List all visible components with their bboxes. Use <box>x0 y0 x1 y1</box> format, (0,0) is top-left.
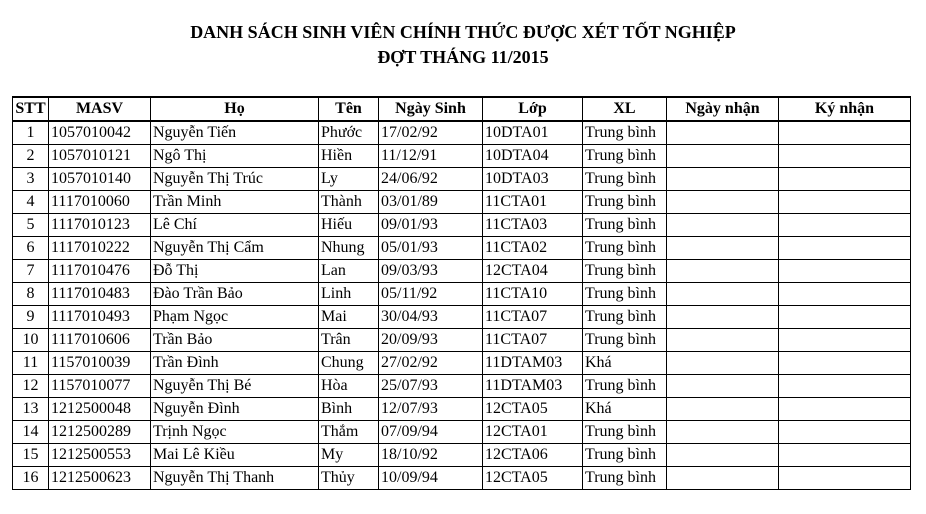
table-row <box>13 444 911 467</box>
cell-ho: Trịnh Ngọc <box>151 421 319 444</box>
cell-lop: 12CTA04 <box>483 260 583 283</box>
cell-ky-nhan <box>779 168 911 191</box>
cell-ten: Thủy <box>319 467 379 490</box>
cell-lop: 12CTA05 <box>483 398 583 421</box>
document-title: DANH SÁCH SINH VIÊN CHÍNH THỨC ĐƯỢC XÉT TỐT NGHIỆP <box>190 22 736 42</box>
document-subtitle: ĐỢT THÁNG 11/2015 <box>377 47 549 67</box>
cell-ngay-sinh: 30/04/93 <box>379 306 483 329</box>
cell-ten: Lan <box>319 260 379 283</box>
cell-xl: Trung bình <box>583 214 667 237</box>
table-row <box>13 398 911 421</box>
cell-ngay-nhan <box>667 375 779 398</box>
cell-ngay-sinh: 11/12/91 <box>379 145 483 168</box>
cell-ho: Lê Chí <box>151 214 319 237</box>
cell-stt: 13 <box>13 398 49 421</box>
table-row <box>13 352 911 375</box>
cell-ky-nhan <box>779 421 911 444</box>
cell-ngay-sinh: 03/01/89 <box>379 191 483 214</box>
cell-stt: 2 <box>13 145 49 168</box>
cell-ky-nhan <box>779 306 911 329</box>
cell-lop: 11CTA01 <box>483 191 583 214</box>
cell-masv: 1212500048 <box>49 398 151 421</box>
cell-ho: Phạm Ngọc <box>151 306 319 329</box>
student-roster-table <box>12 96 911 490</box>
cell-masv: 1117010493 <box>49 306 151 329</box>
cell-ten: Linh <box>319 283 379 306</box>
table-row <box>13 283 911 306</box>
header-stt: STT <box>13 97 49 121</box>
cell-ten: My <box>319 444 379 467</box>
cell-ten: Thành <box>319 191 379 214</box>
cell-masv: 1117010060 <box>49 191 151 214</box>
cell-ngay-nhan <box>667 191 779 214</box>
cell-stt: 1 <box>13 121 49 145</box>
cell-lop: 11CTA07 <box>483 306 583 329</box>
cell-ngay-nhan <box>667 421 779 444</box>
cell-ngay-sinh: 09/03/93 <box>379 260 483 283</box>
cell-ngay-sinh: 07/09/94 <box>379 421 483 444</box>
cell-ho: Mai Lê Kiều <box>151 444 319 467</box>
header-masv: MASV <box>49 97 151 121</box>
cell-ho: Trần Minh <box>151 191 319 214</box>
cell-xl: Khá <box>583 352 667 375</box>
table-row <box>13 145 911 168</box>
cell-stt: 14 <box>13 421 49 444</box>
cell-xl: Trung bình <box>583 145 667 168</box>
header-ky-nhan: Ký nhận <box>779 97 911 121</box>
cell-stt: 6 <box>13 237 49 260</box>
cell-stt: 12 <box>13 375 49 398</box>
cell-ho: Nguyễn Thị Cẩm <box>151 237 319 260</box>
header-ngay-nhan: Ngày nhận <box>667 97 779 121</box>
cell-ten: Mai <box>319 306 379 329</box>
cell-xl: Trung bình <box>583 329 667 352</box>
cell-ho: Đỗ Thị <box>151 260 319 283</box>
cell-ngay-nhan <box>667 260 779 283</box>
cell-ngay-nhan <box>667 283 779 306</box>
cell-stt: 8 <box>13 283 49 306</box>
cell-stt: 11 <box>13 352 49 375</box>
table-row <box>13 237 911 260</box>
cell-ngay-sinh: 05/11/92 <box>379 283 483 306</box>
cell-stt: 16 <box>13 467 49 490</box>
cell-ho: Trần Bảo <box>151 329 319 352</box>
cell-ten: Chung <box>319 352 379 375</box>
header-ngay-sinh: Ngày Sinh <box>379 97 483 121</box>
cell-lop: 12CTA01 <box>483 421 583 444</box>
cell-ho: Trần Đình <box>151 352 319 375</box>
cell-lop: 11DTAM03 <box>483 375 583 398</box>
cell-ngay-nhan <box>667 398 779 421</box>
cell-xl: Trung bình <box>583 306 667 329</box>
cell-ngay-nhan <box>667 306 779 329</box>
cell-ky-nhan <box>779 260 911 283</box>
cell-xl: Trung bình <box>583 444 667 467</box>
cell-ky-nhan <box>779 214 911 237</box>
cell-ky-nhan <box>779 329 911 352</box>
cell-masv: 1212500623 <box>49 467 151 490</box>
cell-lop: 11CTA03 <box>483 214 583 237</box>
cell-masv: 1117010123 <box>49 214 151 237</box>
cell-ngay-nhan <box>667 237 779 260</box>
cell-ho: Ngô Thị <box>151 145 319 168</box>
table-row <box>13 329 911 352</box>
cell-ky-nhan <box>779 283 911 306</box>
cell-ky-nhan <box>779 352 911 375</box>
cell-stt: 15 <box>13 444 49 467</box>
cell-lop: 10DTA03 <box>483 168 583 191</box>
cell-ky-nhan <box>779 444 911 467</box>
cell-stt: 9 <box>13 306 49 329</box>
cell-xl: Trung bình <box>583 421 667 444</box>
cell-ky-nhan <box>779 237 911 260</box>
header-ho: Họ <box>151 97 319 121</box>
cell-ky-nhan <box>779 375 911 398</box>
cell-lop: 12CTA06 <box>483 444 583 467</box>
cell-stt: 3 <box>13 168 49 191</box>
table-row <box>13 306 911 329</box>
cell-masv: 1117010483 <box>49 283 151 306</box>
cell-masv: 1117010222 <box>49 237 151 260</box>
cell-ho: Đào Trần Bảo <box>151 283 319 306</box>
cell-ky-nhan <box>779 467 911 490</box>
cell-masv: 1057010042 <box>49 121 151 145</box>
cell-stt: 10 <box>13 329 49 352</box>
cell-lop: 10DTA01 <box>483 121 583 145</box>
cell-xl: Trung bình <box>583 375 667 398</box>
cell-stt: 4 <box>13 191 49 214</box>
cell-ngay-sinh: 05/01/93 <box>379 237 483 260</box>
cell-ngay-nhan <box>667 444 779 467</box>
cell-ky-nhan <box>779 121 911 145</box>
cell-ngay-sinh: 27/02/92 <box>379 352 483 375</box>
table-row <box>13 421 911 444</box>
cell-ho: Nguyễn Đình <box>151 398 319 421</box>
cell-ten: Hiền <box>319 145 379 168</box>
cell-ngay-nhan <box>667 214 779 237</box>
cell-ho: Nguyễn Thị Bé <box>151 375 319 398</box>
cell-ho: Nguyễn Thị Trúc <box>151 168 319 191</box>
cell-ngay-nhan <box>667 121 779 145</box>
cell-ngay-nhan <box>667 467 779 490</box>
cell-ngay-sinh: 25/07/93 <box>379 375 483 398</box>
cell-ho: Nguyễn Thị Thanh <box>151 467 319 490</box>
table-row <box>13 191 911 214</box>
cell-ngay-nhan <box>667 168 779 191</box>
header-ten: Tên <box>319 97 379 121</box>
cell-masv: 1157010039 <box>49 352 151 375</box>
cell-ho: Nguyễn Tiến <box>151 121 319 145</box>
cell-ngay-sinh: 10/09/94 <box>379 467 483 490</box>
cell-xl: Trung bình <box>583 237 667 260</box>
cell-ten: Nhung <box>319 237 379 260</box>
cell-xl: Khá <box>583 398 667 421</box>
cell-lop: 11CTA07 <box>483 329 583 352</box>
cell-ngay-sinh: 09/01/93 <box>379 214 483 237</box>
table-row <box>13 260 911 283</box>
cell-ky-nhan <box>779 398 911 421</box>
cell-ngay-sinh: 18/10/92 <box>379 444 483 467</box>
cell-xl: Trung bình <box>583 260 667 283</box>
header-xl: XL <box>583 97 667 121</box>
table-row <box>13 121 911 145</box>
table-row <box>13 168 911 191</box>
cell-ten: Thắm <box>319 421 379 444</box>
cell-ngay-sinh: 24/06/92 <box>379 168 483 191</box>
cell-ten: Trân <box>319 329 379 352</box>
cell-xl: Trung bình <box>583 121 667 145</box>
cell-stt: 5 <box>13 214 49 237</box>
cell-stt: 7 <box>13 260 49 283</box>
cell-lop: 11CTA10 <box>483 283 583 306</box>
cell-xl: Trung bình <box>583 168 667 191</box>
cell-ngay-nhan <box>667 352 779 375</box>
cell-xl: Trung bình <box>583 283 667 306</box>
cell-masv: 1157010077 <box>49 375 151 398</box>
cell-masv: 1212500553 <box>49 444 151 467</box>
cell-ten: Ly <box>319 168 379 191</box>
cell-masv: 1057010140 <box>49 168 151 191</box>
cell-ky-nhan <box>779 191 911 214</box>
cell-ngay-sinh: 12/07/93 <box>379 398 483 421</box>
cell-ngay-nhan <box>667 145 779 168</box>
table-row <box>13 375 911 398</box>
cell-ten: Bình <box>319 398 379 421</box>
cell-lop: 12CTA05 <box>483 467 583 490</box>
table-row <box>13 467 911 490</box>
table-row <box>13 214 911 237</box>
cell-masv: 1057010121 <box>49 145 151 168</box>
cell-ngay-nhan <box>667 329 779 352</box>
cell-lop: 11CTA02 <box>483 237 583 260</box>
cell-ngay-sinh: 20/09/93 <box>379 329 483 352</box>
header-lop: Lớp <box>483 97 583 121</box>
cell-lop: 11DTAM03 <box>483 352 583 375</box>
cell-masv: 1117010606 <box>49 329 151 352</box>
cell-ten: Phước <box>319 121 379 145</box>
cell-masv: 1212500289 <box>49 421 151 444</box>
cell-xl: Trung bình <box>583 191 667 214</box>
cell-ten: Hòa <box>319 375 379 398</box>
cell-ten: Hiếu <box>319 214 379 237</box>
cell-masv: 1117010476 <box>49 260 151 283</box>
cell-ky-nhan <box>779 145 911 168</box>
table-header-row <box>13 97 911 121</box>
cell-xl: Trung bình <box>583 467 667 490</box>
cell-lop: 10DTA04 <box>483 145 583 168</box>
cell-ngay-sinh: 17/02/92 <box>379 121 483 145</box>
